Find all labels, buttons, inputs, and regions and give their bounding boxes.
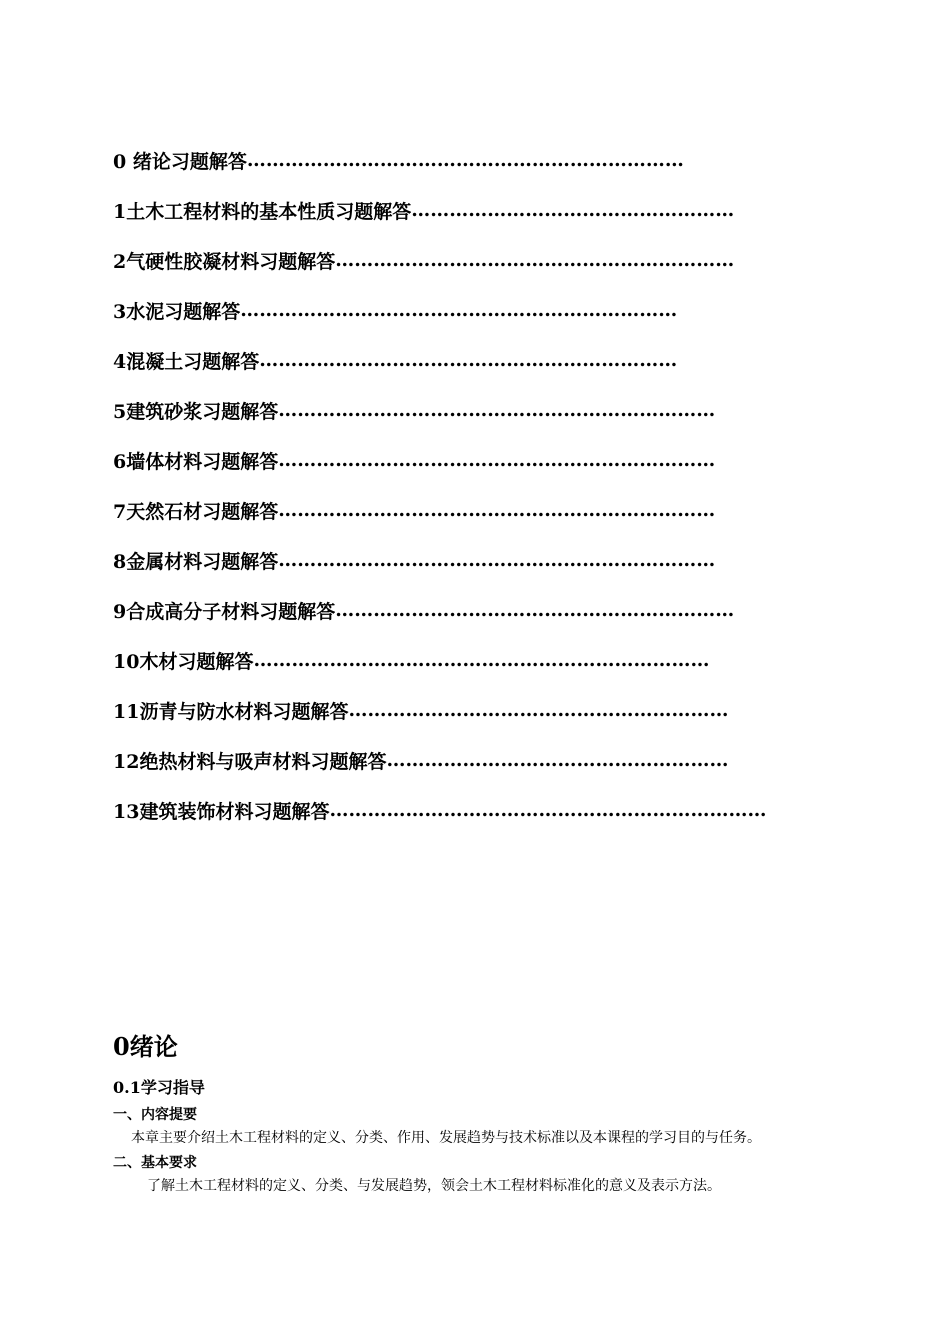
toc-leader-dots: …………………………………………… <box>411 199 735 221</box>
toc-leader-dots: …………………………………………………………… <box>278 449 716 471</box>
toc-leader-dots: …………………………………………………………… <box>240 299 678 321</box>
toc-item-label: 8金属材料习题解答 <box>113 550 279 573</box>
toc-leader-dots: …………………………………………………………… <box>246 149 684 171</box>
chapter-title: 0绪论 <box>113 1032 178 1061</box>
toc-leader-dots: ……………………………………………………………… <box>253 649 710 671</box>
table-of-contents <box>113 135 833 835</box>
toc-item[interactable] <box>113 735 833 785</box>
toc-item[interactable] <box>113 535 833 585</box>
toc-leader-dots: ……………………………………………… <box>386 749 729 771</box>
toc-leader-dots: …………………………………………………………… <box>278 499 716 521</box>
toc-leader-dots: ………………………………………………………… <box>259 349 678 371</box>
toc-leader-dots: …………………………………………………… <box>348 699 729 721</box>
toc-item[interactable] <box>113 135 833 185</box>
toc-item-label: 4混凝土习题解答 <box>113 350 260 373</box>
toc-item[interactable] <box>113 235 833 285</box>
toc-item-label: 9合成高分子材料习题解答 <box>113 600 336 623</box>
toc-item[interactable] <box>113 685 833 735</box>
toc-item[interactable] <box>113 485 833 535</box>
toc-item-label: 0 绪论习题解答 <box>113 150 247 173</box>
chapter-section <box>113 1030 843 1200</box>
toc-item-label: 10木材习题解答 <box>113 650 254 673</box>
toc-leader-dots: ……………………………………………………… <box>335 599 735 621</box>
toc-item-label: 6墙体材料习题解答 <box>113 450 279 473</box>
content-summary-heading: 一、内容提要 <box>113 1107 197 1123</box>
toc-item-label: 12绝热材料与吸声材料习题解答 <box>113 750 387 773</box>
toc-item[interactable] <box>113 285 833 335</box>
toc-leader-dots: …………………………………………………………… <box>278 549 716 571</box>
toc-item-label: 11沥青与防水材料习题解答 <box>113 700 349 723</box>
toc-item-label: 2气硬性胶凝材料习题解答 <box>113 250 336 273</box>
toc-item[interactable] <box>113 435 833 485</box>
toc-leader-dots: …………………………………………………………… <box>278 399 716 421</box>
basic-requirements-paragraph: 了解土木工程材料的定义、分类、与发展趋势，领会土木工程材料标准化的意义及表示方法。 <box>147 1178 721 1194</box>
toc-item-label: 7天然石材习题解答 <box>113 500 279 523</box>
toc-item[interactable] <box>113 785 833 835</box>
section-subtitle: 0.1学习指导 <box>113 1078 205 1097</box>
toc-item-label: 13建筑装饰材料习题解答 <box>113 800 330 823</box>
toc-leader-dots: ……………………………………………………… <box>335 249 735 271</box>
toc-item[interactable] <box>113 635 833 685</box>
toc-item[interactable] <box>113 335 833 385</box>
toc-item[interactable] <box>113 585 833 635</box>
content-summary-paragraph: 本章主要介绍土木工程材料的定义、分类、作用、发展趋势与技术标准以及本课程的学习目的与任务。 <box>131 1130 761 1146</box>
basic-requirements-heading: 二、基本要求 <box>113 1155 197 1171</box>
toc-item-label: 3水泥习题解答 <box>113 300 241 323</box>
toc-item[interactable] <box>113 385 833 435</box>
toc-item-label: 1土木工程材料的基本性质习题解答 <box>113 200 412 223</box>
toc-item[interactable] <box>113 185 833 235</box>
toc-leader-dots: …………………………………………………………… <box>329 799 767 821</box>
toc-item-label: 5建筑砂浆习题解答 <box>113 400 279 423</box>
